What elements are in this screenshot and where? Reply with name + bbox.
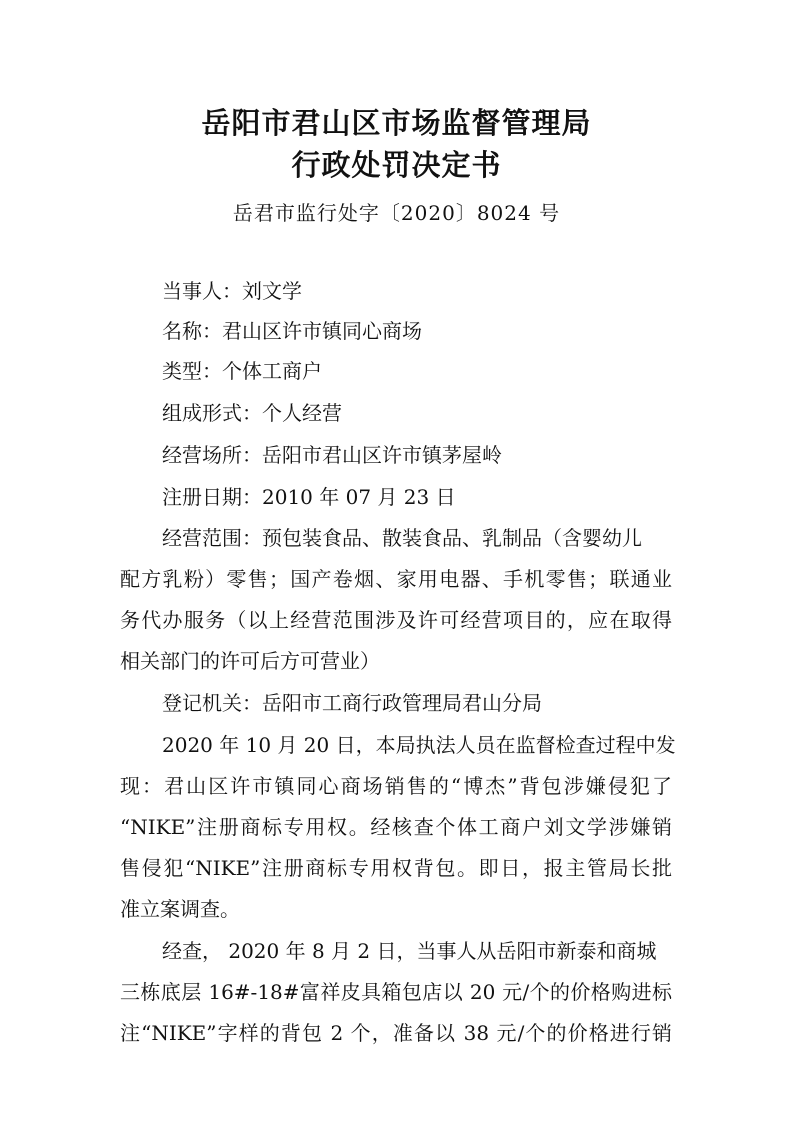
paragraph-line: 注“NIKE”字样的背包 2 个，准备以 38 元/个的价格进行销: [120, 1021, 672, 1045]
party-scope-line: 经营范围：预包装食品、散装食品、乳制品（含婴幼儿: [162, 526, 642, 550]
party-premises: 经营场所：岳阳市君山区许市镇茅屋岭: [162, 443, 502, 467]
paragraph-line: 售侵犯“NIKE”注册商标专用权背包。即日，报主管局长批: [120, 856, 672, 880]
paragraph-line: “NIKE”注册商标专用权。经核查个体工商户刘文学涉嫌销: [120, 815, 672, 839]
document-number: 岳君市监行处字〔2020〕8024 号: [232, 201, 561, 225]
paragraph-line: 现：君山区许市镇同心商场销售的“博杰”背包涉嫌侵犯了: [120, 774, 672, 798]
party-scope-line: 配方乳粉）零售；国产卷烟、家用电器、手机零售；联通业: [120, 567, 672, 591]
party-reg-date: 注册日期：2010 年 07 月 23 日: [162, 485, 456, 509]
party-type: 类型：个体工商户: [162, 359, 322, 383]
paragraph-line: 2020 年 10 月 20 日，本局执法人员在监督检查过程中发: [162, 733, 676, 757]
party-authority: 登记机关：岳阳市工商行政管理局君山分局: [162, 691, 542, 715]
paragraph-line: 准立案调查。: [120, 897, 240, 921]
document-subtitle: 行政处罚决定书: [291, 148, 502, 182]
party-person: 当事人：刘文学: [162, 279, 302, 303]
party-scope-line: 务代办服务（以上经营范围涉及许可经营项目的，应在取得: [120, 608, 672, 632]
document-title: 岳阳市君山区市场监督管理局: [201, 106, 592, 140]
party-name: 名称：君山区许市镇同心商场: [162, 319, 422, 343]
paragraph-line: 经查， 2020 年 8 月 2 日，当事人从岳阳市新泰和商城: [162, 939, 657, 963]
paragraph-line: 三栋底层 16#-18#富祥皮具箱包店以 20 元/个的价格购进标: [120, 980, 672, 1004]
party-form: 组成形式：个人经营: [162, 401, 342, 425]
party-scope-line: 相关部门的许可后方可营业）: [120, 649, 380, 673]
